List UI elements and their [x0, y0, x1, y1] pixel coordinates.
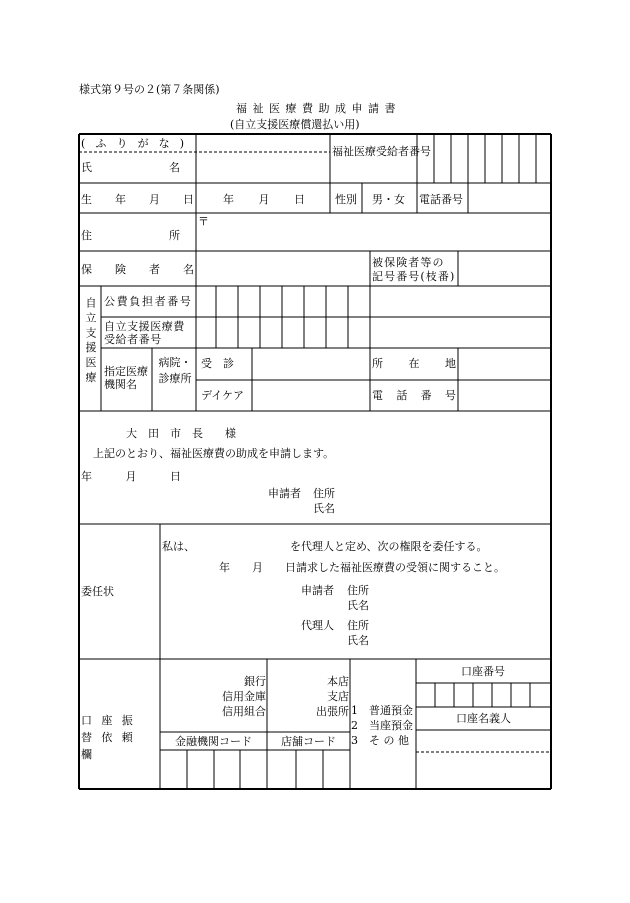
- proxy-line1-suffix: を代理人と定め、次の権限を委任する。: [290, 540, 488, 553]
- branch-type-head: 本店: [327, 675, 349, 688]
- sex-label: 性別: [335, 193, 357, 206]
- institution-type-bank: 銀行: [244, 675, 266, 688]
- applicant-label: 申請者: [268, 487, 301, 500]
- public-payer-label: 公費負担者番号: [104, 295, 193, 308]
- location-label: 所 在 地: [372, 357, 456, 370]
- branch-code-label: 店舗コード: [281, 735, 336, 748]
- account-type-ordinary: 1 普通預金: [351, 704, 413, 717]
- institution-type-credit-union: 信用組合: [222, 705, 266, 718]
- account-holder-label: 口座名義人: [456, 712, 511, 725]
- account-types[interactable]: [351, 703, 413, 748]
- institution-code-label: 金融機関コード: [175, 735, 252, 748]
- form-number: 様式第９号の２(第７条関係): [79, 83, 220, 96]
- form-title: 福祉医療費助成申請書: [236, 102, 401, 115]
- branch-types[interactable]: [305, 674, 349, 719]
- address-label: 住 所: [81, 229, 180, 242]
- proxy-line2: 年 月 日請求した福祉医療費の受領に関すること。: [219, 561, 505, 574]
- proxy-agent-label: 代理人: [301, 619, 334, 632]
- daycare-label: デイケア: [201, 389, 245, 402]
- sex-value[interactable]: 男・女: [372, 193, 405, 206]
- proxy-applicant-name-label: 氏名: [347, 599, 369, 612]
- institution-type-credit-bank: 信用金庫: [222, 690, 266, 703]
- request-date[interactable]: 年 月 日: [81, 470, 181, 483]
- proxy-agent-name-label: 氏名: [347, 634, 369, 647]
- proxy-agent-address-label: 住所: [347, 619, 369, 632]
- proxy-applicant-label: 申請者: [301, 584, 334, 597]
- branch-type-branch: 支店: [327, 690, 349, 703]
- name-field[interactable]: [197, 153, 329, 182]
- account-type-other: 3 そ の 他: [351, 734, 409, 747]
- postal-mark: 〒: [198, 215, 209, 228]
- bank-section-label: 口座振替依頼欄: [81, 714, 143, 761]
- birthdate-value[interactable]: 年 月 日: [223, 193, 305, 206]
- birthdate-label: 生 年 月 日: [81, 193, 194, 206]
- sm-phone-label: 電 話 番 号: [372, 389, 456, 402]
- recipient-number-label: 福祉医療受給者番号: [332, 145, 431, 158]
- insurer-label: 保 険 者 名: [81, 263, 194, 276]
- account-number-label: 口座番号: [461, 665, 505, 678]
- request-statement: 上記のとおり、福祉医療費の助成を申請します。: [93, 447, 335, 460]
- applicant-name-label: 氏名: [313, 502, 335, 515]
- proxy-section-label: 委任状: [81, 585, 114, 598]
- form-subtitle: (自立支援医療償還払い用): [230, 118, 360, 131]
- addressee: 大 田 市 長 様: [126, 427, 236, 440]
- proxy-applicant-address-label: 住所: [347, 584, 369, 597]
- name-label: 氏 名: [81, 161, 180, 174]
- branch-type-office: 出張所: [316, 705, 349, 718]
- proxy-line1-prefix: 私は、: [162, 540, 195, 553]
- hospital-label: 病院・診療所: [158, 356, 192, 385]
- applicant-address-label: 住所: [313, 487, 335, 500]
- insured-number-label: 被保険者等の記号番号(枝番): [372, 256, 456, 283]
- sm-recipient-number-label: 自立支援医療費受給者番号: [104, 320, 185, 346]
- phone-label: 電話番号: [419, 193, 463, 206]
- institution-types[interactable]: [218, 674, 266, 719]
- consultation-label: 受 診: [201, 357, 234, 370]
- account-type-current: 2 当座預金: [351, 719, 413, 732]
- designated-institution-label: 指定医療機関名: [104, 365, 148, 391]
- self-support-label: 自立支援医療: [84, 297, 97, 387]
- furigana-label: ( ふ り が な ): [81, 137, 188, 150]
